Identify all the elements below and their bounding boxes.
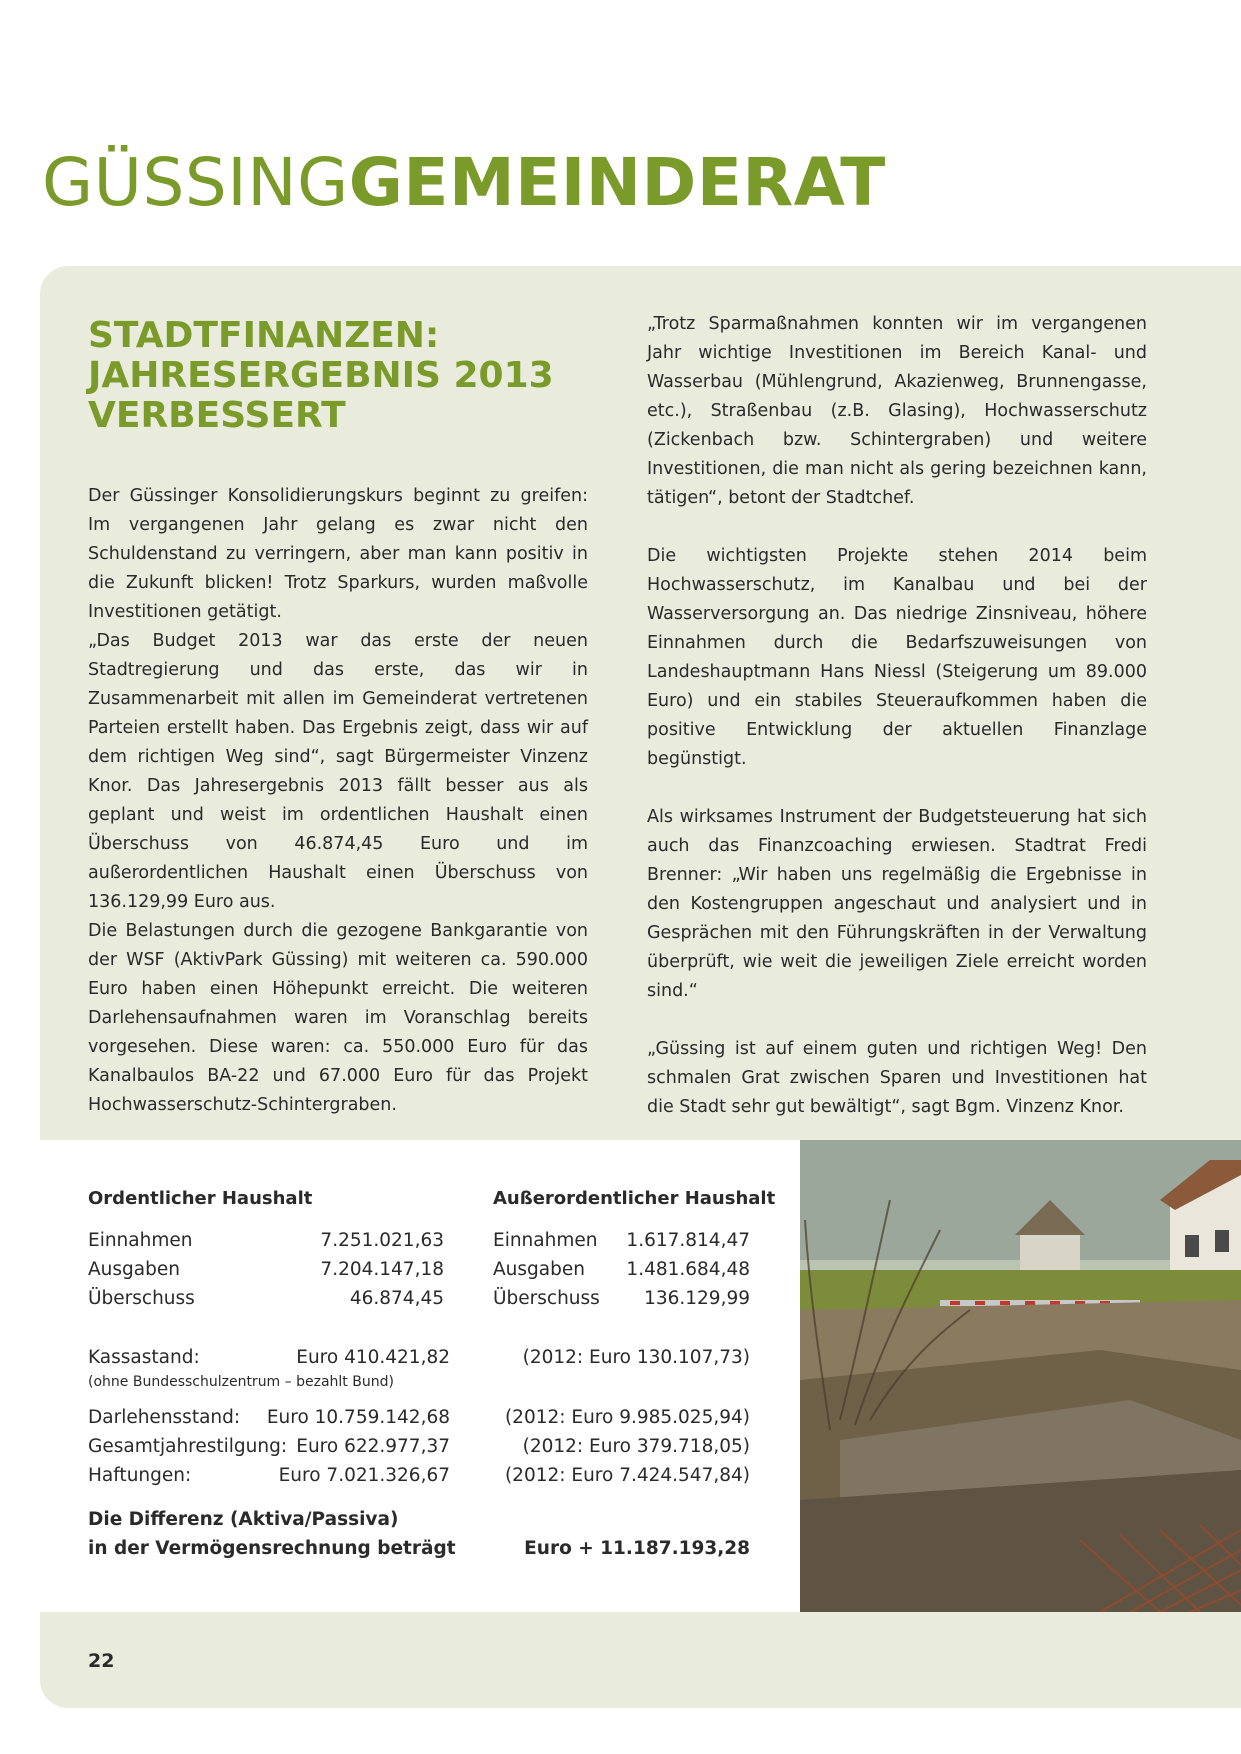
ausserordentlich-row <box>493 1226 750 1255</box>
ordentlich-label: Überschuss <box>88 1288 195 1309</box>
ordentlich-title: Ordentlicher Haushalt <box>88 1188 313 1209</box>
balance-prior: (2012: Euro 7.424.547,84) <box>504 1465 750 1486</box>
ausserordentlich-label: Ausgaben <box>493 1259 585 1280</box>
ausserordentlich-title: Außerordentlicher Haushalt <box>493 1188 776 1209</box>
balance-label: Haftungen: <box>88 1465 192 1486</box>
paragraph: „Trotz Sparmaßnahmen konnten wir im vergangenen Jahr wichtige Investitionen im Bereich Kanal- und Wasserbau (Mühlengrund, Akazienweg, Brunnengasse, etc.), Straßenbau (z.B. Glasing), Hochwasserschutz (Zickenbach bzw. Schintergraben) und weitere Investitionen, die man nicht als gering bezeichnen kann, tätigen“, betont der Stadtchef. <box>647 314 1147 508</box>
paragraph: Der Güssinger Konsolidierungskurs beginnt zu greifen: Im vergangenen Jahr gelang es zwar nicht den Schuldenstand zu verringern, aber man kann positiv in die Zukunft blicken! Trotz Sparkurs, wurden maßvolle Investitionen getätigt. <box>88 486 588 622</box>
balance-label: Kassastand: <box>88 1347 200 1368</box>
balance-value: Euro 7.021.326,67 <box>278 1465 450 1486</box>
ordentlich-value: 7.251.021,63 <box>320 1230 444 1251</box>
paragraph: Die Belastungen durch die gezogene Bankgarantie von der WSF (AktivPark Güssing) mit weiteren ca. 590.000 Euro haben einen Höhepunkt erreicht. Die weiteren Darlehensaufnahmen waren im Voranschlag bereits vorgesehen. Diese waren: ca. 550.000 Euro für das Kanalbaulos BA-22 und 67.000 Euro für das Projekt Hochwasserschutz-Schintergraben. <box>88 921 588 1115</box>
ordentlich-row <box>88 1255 444 1284</box>
balance-label: Gesamtjahrestilgung: <box>88 1436 288 1457</box>
ausserordentlich-value: 1.617.814,47 <box>626 1230 750 1251</box>
article-column-right <box>647 310 1147 1122</box>
ausserordentlich-label: Überschuss <box>493 1288 600 1309</box>
ordentlich-label: Einnahmen <box>88 1230 193 1251</box>
balance-note: (ohne Bundesschulzentrum – bezahlt Bund) <box>88 1374 394 1390</box>
article-headline <box>88 316 608 436</box>
headline-line-3: VERBESSERT <box>88 395 346 436</box>
ausserordentlich-label: Einnahmen <box>493 1230 598 1251</box>
article-column-left <box>88 482 588 1120</box>
headline-line-2: JAHRESERGEBNIS 2013 <box>88 355 554 396</box>
paragraph: Als wirksames Instrument der Budgetsteuerung hat sich auch das Finanzcoaching erwiesen. Stadtrat Fredi Brenner: „Wir haben uns regelmäßig die Ergebnisse in den Kostengruppen angeschaut und analysiert und in Gesprächen mit den Führungskräften in der Verwaltung überprüft, wie weit die jeweiligen Ziele erreicht worden sind.“ <box>647 807 1147 1001</box>
difference-line-2: in der Vermögensrechnung beträgt <box>88 1538 456 1559</box>
balance-value: Euro 410.421,82 <box>296 1347 450 1368</box>
balance-prior: (2012: Euro 9.985.025,94) <box>504 1407 750 1428</box>
footer-panel <box>40 1612 1241 1708</box>
paragraph: Die wichtigsten Projekte stehen 2014 beim Hochwasserschutz, im Kanalbau und bei der Wasserversorgung an. Das niedrige Zinsniveau, höhere Einnahmen durch die Bedarfszuweisungen von Landeshauptmann Hans Niessl (Steigerung um 89.000 Euro) und ein stabiles Steueraufkommen haben die positive Entwicklung der aktuellen Finanzlage begünstigt. <box>647 546 1147 769</box>
ausserordentlich-value: 1.481.684,48 <box>626 1259 750 1280</box>
difference-line-1: Die Differenz (Aktiva/Passiva) <box>88 1509 399 1530</box>
masthead-light: GÜSSING <box>42 144 349 221</box>
balance-value: Euro 10.759.142,68 <box>266 1407 450 1428</box>
ausserordentlich-row <box>493 1255 750 1284</box>
ausserordentlich-value: 136.129,99 <box>644 1288 750 1309</box>
balance-prior: (2012: Euro 379.718,05) <box>522 1436 750 1457</box>
masthead <box>42 144 886 221</box>
ordentlich-row <box>88 1284 444 1313</box>
headline-line-1: STADTFINANZEN: <box>88 315 440 356</box>
balance-label: Darlehensstand: <box>88 1407 241 1428</box>
construction-site-photo <box>800 1140 1241 1612</box>
balance-prior: (2012: Euro 130.107,73) <box>522 1347 750 1368</box>
paragraph: „Güssing ist auf einem guten und richtigen Weg! Den schmalen Grat zwischen Sparen und Investitionen hat die Stadt sehr gut bewältigt“, sagt Bgm. Vinzenz Knor. <box>647 1039 1147 1117</box>
ordentlich-label: Ausgaben <box>88 1259 180 1280</box>
page-number: 22 <box>88 1650 115 1672</box>
balance-value: Euro 622.977,37 <box>296 1436 450 1457</box>
ordentlich-value: 7.204.147,18 <box>320 1259 444 1280</box>
difference-value: Euro + 11.187.193,28 <box>524 1538 750 1559</box>
ordentlich-value: 46.874,45 <box>349 1288 444 1309</box>
ausserordentlich-row <box>493 1284 750 1313</box>
ordentlich-row <box>88 1226 444 1255</box>
masthead-bold: GEMEINDERAT <box>348 144 886 221</box>
paragraph: „Das Budget 2013 war das erste der neuen Stadtregierung und das erste, das wir in Zusammenarbeit mit allen im Gemeinderat vertretenen Parteien erstellt haben. Das Ergebnis zeigt, dass wir auf dem richtigen Weg sind“, sagt Bürgermeister Vinzenz Knor. Das Jahresergebnis 2013 fällt besser aus als geplant und weist im ordentlichen Haushalt einen Überschuss von 46.874,45 Euro und im außerordentlichen Haushalt einen Überschuss von 136.129,99 Euro aus. <box>88 631 588 912</box>
